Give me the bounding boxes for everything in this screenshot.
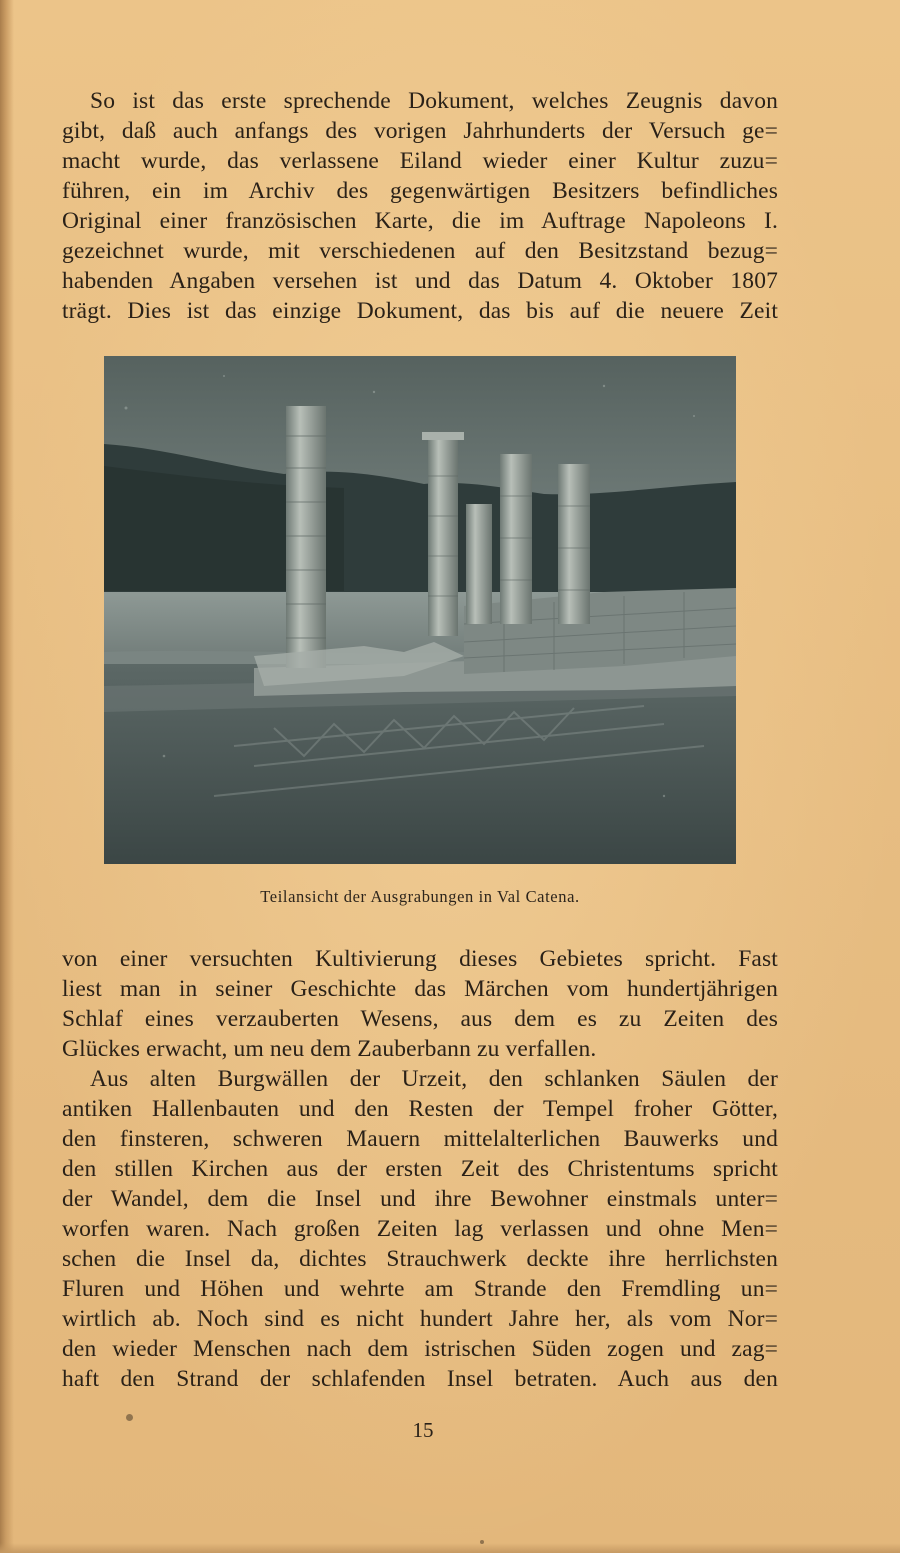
text-line: antiken Hallenbauten und den Resten der Tempel froher Götter,	[62, 1096, 778, 1122]
paragraph-1	[62, 86, 778, 326]
text-line: Glückes erwacht, um neu dem Zauberbann zu verfallen.	[62, 1036, 597, 1062]
text-line: von einer versuchten Kultivierung dieses Gebietes spricht. Fast	[62, 946, 778, 972]
text-line: Aus alten Burgwällen der Urzeit, den schlanken Säulen der	[90, 1066, 778, 1092]
text-line: gezeichnet wurde, mit verschiedenen auf den Besitzstand bezug=	[62, 238, 778, 264]
paragraph-2	[62, 944, 778, 1064]
paper-speck	[480, 1540, 484, 1544]
text-line: worfen waren. Nach großen Zeiten lag verlassen und ohne Men=	[62, 1216, 778, 1242]
figure-caption: Teilansicht der Ausgrabungen in Val Catena.	[260, 887, 580, 906]
page-bottom-edge	[0, 1543, 900, 1553]
excavation-photo	[104, 356, 736, 864]
text-line: wirtlich ab. Noch sind es nicht hundert Jahre her, als vom Nor=	[62, 1306, 778, 1332]
text-line: liest man in seiner Geschichte das Märchen vom hundertjährigen	[62, 976, 778, 1002]
text-line: So ist das erste sprechende Dokument, welches Zeugnis davon	[90, 88, 778, 114]
text-line: den finsteren, schweren Mauern mittelalterlichen Bauwerks und	[62, 1126, 778, 1152]
text-line: gibt, daß auch anfangs des vorigen Jahrhunderts der Versuch ge=	[62, 118, 778, 144]
text-line: schen die Insel da, dichtes Strauchwerk deckte ihre herrlichsten	[62, 1246, 778, 1272]
text-line: führen, ein im Archiv des gegenwärtigen Besitzers befindliches	[62, 178, 778, 204]
text-line: Schlaf eines verzauberten Wesens, aus dem es zu Zeiten des	[62, 1006, 778, 1032]
text-line: habenden Angaben versehen ist und das Datum 4. Oktober 1807	[62, 268, 778, 294]
text-line: trägt. Dies ist das einzige Dokument, das bis auf die neuere Zeit	[62, 298, 778, 324]
text-line: den wieder Menschen nach dem istrischen Süden zogen und zag=	[62, 1336, 778, 1362]
text-line: Original einer französischen Karte, die im Auftrage Napoleons I.	[62, 208, 778, 234]
ruins-photo-illustration	[104, 356, 736, 864]
page-number: 15	[412, 1418, 434, 1442]
text-line: Fluren und Höhen und wehrte am Strande den Fremdling un=	[62, 1276, 778, 1302]
paragraph-3	[62, 1064, 778, 1394]
text-line: macht wurde, das verlassene Eiland wieder einer Kultur zuzu=	[62, 148, 778, 174]
page-spine-shadow	[0, 0, 14, 1553]
text-line: den stillen Kirchen aus der ersten Zeit des Christentums spricht	[62, 1156, 778, 1182]
text-line: der Wandel, dem die Insel und ihre Bewohner einstmals unter=	[62, 1186, 778, 1212]
text-line: haft den Strand der schlafenden Insel betraten. Auch aus den	[62, 1366, 778, 1392]
